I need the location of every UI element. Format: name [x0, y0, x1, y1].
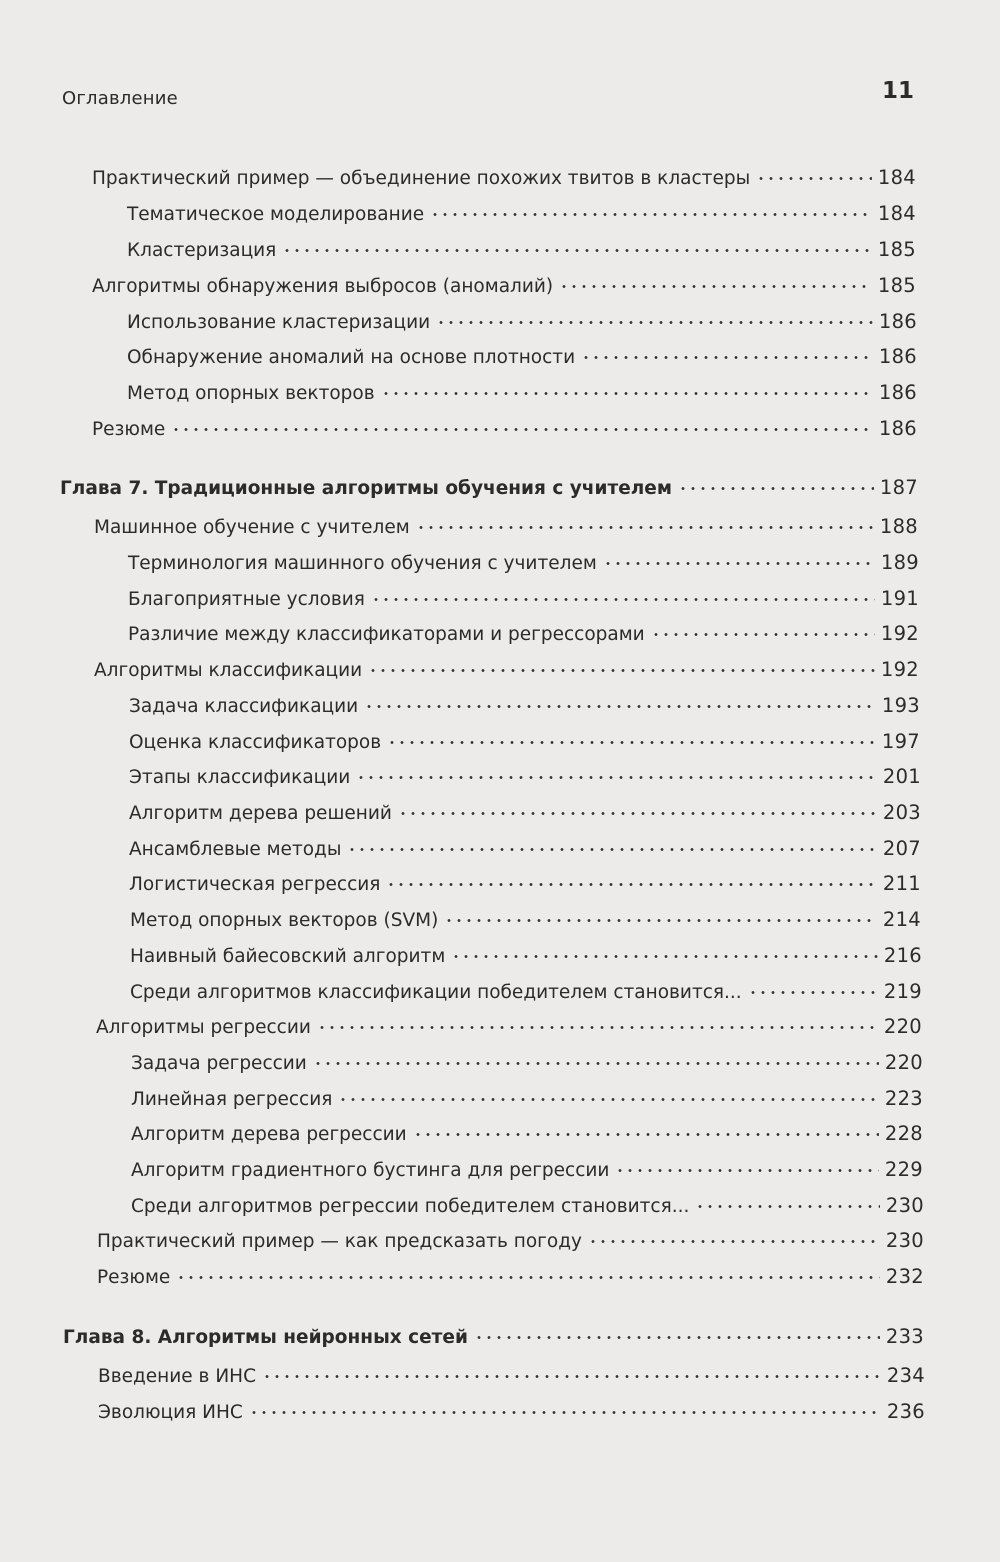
toc-entry — [127, 202, 916, 232]
dot-leader — [651, 633, 875, 636]
toc-chapter — [63, 1325, 924, 1355]
toc-entry-page: 186 — [878, 417, 917, 440]
toc-entry-title: Алгоритм дерева решений — [129, 803, 392, 824]
toc-entry-page: 220 — [883, 1015, 922, 1038]
toc-entry-title: Практический пример — объединение похожих твитов в кластеры — [92, 168, 751, 189]
toc-entry-title: Обнаружение аномалий на основе плотности — [127, 347, 576, 368]
toc-entry-page: 220 — [884, 1051, 923, 1074]
dot-leader — [748, 991, 878, 994]
toc-entry-title: Алгоритм градиентного бустинга для регрессии — [131, 1160, 610, 1181]
toc-entry — [129, 837, 921, 867]
toc-entry-page: 230 — [885, 1194, 924, 1217]
toc-entry-title: Алгоритмы обнаружения выбросов (аномалий) — [92, 276, 554, 297]
toc-entry — [92, 274, 916, 304]
toc-entry-title: Алгоритмы классификации — [94, 660, 363, 681]
toc-entry-title: Алгоритмы регрессии — [96, 1017, 311, 1038]
toc-entry — [127, 310, 917, 340]
toc-entry-page: 230 — [885, 1229, 924, 1252]
toc-entry-title: Среди алгоритмов регрессии победителем становится... — [131, 1196, 690, 1217]
toc-entry-page: 203 — [882, 801, 921, 824]
dot-leader — [249, 1411, 881, 1414]
toc-entry-title: Эволюция ИНС — [98, 1402, 243, 1423]
dot-leader — [387, 741, 876, 744]
chapter-page: 187 — [879, 476, 918, 499]
toc-entry-page: 192 — [880, 622, 919, 645]
toc-entry-title: Линейная регрессия — [131, 1089, 333, 1110]
page-number: 11 — [881, 78, 914, 104]
toc-entry-page: 232 — [885, 1265, 924, 1288]
toc-entry-title: Ансамблевые методы — [129, 839, 342, 860]
toc-entry-page: 193 — [881, 694, 920, 717]
toc-entry-title: Метод опорных векторов (SVM) — [130, 910, 439, 931]
toc-entry — [129, 765, 921, 795]
dot-leader — [386, 883, 876, 886]
toc-entry-page: 214 — [882, 908, 921, 931]
toc-entry-page: 188 — [879, 515, 918, 538]
toc-entry-title: Задача регрессии — [131, 1053, 307, 1074]
dot-leader — [313, 1062, 879, 1065]
dot-leader — [430, 213, 872, 216]
dot-leader — [356, 776, 877, 779]
dot-leader — [364, 705, 876, 708]
toc-entry-title: Практический пример — как предсказать погоду — [97, 1231, 582, 1252]
toc-entry-title: Использование кластеризации — [127, 312, 431, 333]
toc-entry — [130, 980, 922, 1010]
toc-entry-page: 189 — [880, 551, 919, 574]
dot-leader — [588, 1240, 880, 1243]
toc-entry — [131, 1158, 923, 1188]
dot-leader — [695, 1205, 880, 1208]
toc-chapter — [60, 476, 918, 506]
toc-entry — [131, 1194, 924, 1224]
toc-entry — [128, 551, 919, 581]
toc-entry-page: 197 — [881, 730, 920, 753]
toc-entry — [94, 658, 919, 688]
toc-entry-page: 186 — [878, 310, 917, 333]
toc-entry — [128, 622, 919, 652]
toc-entry — [94, 515, 918, 545]
toc-entry-page: 186 — [878, 381, 917, 404]
toc-entry — [98, 1364, 925, 1394]
toc-entry-page: 184 — [877, 202, 916, 225]
toc-entry-title: Резюме — [92, 419, 166, 440]
toc-entry-page: 223 — [884, 1087, 923, 1110]
toc-entry-title: Оценка классификаторов — [129, 732, 382, 753]
toc-entry — [129, 694, 920, 724]
toc-entry — [130, 944, 922, 974]
toc-entry — [127, 345, 917, 375]
dot-leader — [474, 1336, 880, 1339]
dot-leader — [413, 1133, 879, 1136]
dot-leader — [262, 1375, 881, 1378]
dot-leader — [436, 321, 873, 324]
toc-entry-title: Логистическая регрессия — [129, 874, 381, 895]
toc-entry-page: 192 — [880, 658, 919, 681]
chapter-page: 233 — [885, 1325, 924, 1348]
toc-entry-page: 236 — [886, 1400, 925, 1423]
dot-leader — [398, 812, 877, 815]
toc-entry-title: Резюме — [97, 1267, 171, 1288]
dot-leader — [338, 1098, 879, 1101]
toc-entry-page: 185 — [877, 274, 916, 297]
dot-leader — [678, 487, 874, 490]
dot-leader — [368, 669, 875, 672]
toc-entry-page: 207 — [882, 837, 921, 860]
toc-entry-page: 211 — [882, 872, 921, 895]
toc-entry-page: 185 — [877, 238, 916, 261]
toc-entry — [129, 801, 921, 831]
chapter-title: Глава 7. Традиционные алгоритмы обучения с учителем — [60, 478, 672, 499]
toc-entry — [128, 587, 919, 617]
dot-leader — [444, 919, 877, 922]
toc-entry-page: 216 — [883, 944, 922, 967]
toc-entry-title: Этапы классификации — [129, 767, 351, 788]
dot-leader — [282, 249, 872, 252]
toc-entry-page: 201 — [882, 765, 921, 788]
toc-entry — [98, 1400, 925, 1430]
toc-entry-title: Машинное обучение с учителем — [94, 517, 410, 538]
toc-entry-title: Метод опорных векторов — [127, 383, 375, 404]
toc-entry — [127, 381, 917, 411]
toc-entry-title: Тематическое моделирование — [127, 204, 425, 225]
dot-leader — [559, 285, 872, 288]
toc-entry-title: Различие между классификаторами и регрессорами — [128, 624, 645, 645]
toc-entry — [92, 166, 916, 196]
toc-entry — [96, 1015, 922, 1045]
toc-entry-title: Среди алгоритмов классификации победителем становится... — [130, 982, 742, 1003]
toc-entry-title: Терминология машинного обучения с учителем — [128, 553, 597, 574]
toc-entry — [97, 1229, 924, 1259]
toc-entry-title: Кластеризация — [127, 240, 277, 261]
toc-entry — [131, 1087, 923, 1117]
toc-entry-page: 228 — [884, 1122, 923, 1145]
dot-leader — [416, 526, 874, 529]
toc-entry — [131, 1122, 923, 1152]
toc-entry — [129, 872, 921, 902]
toc-entry — [97, 1265, 924, 1295]
dot-leader — [347, 848, 876, 851]
dot-leader — [381, 392, 873, 395]
chapter-title: Глава 8. Алгоритмы нейронных сетей — [63, 1327, 468, 1348]
dot-leader — [756, 177, 872, 180]
dot-leader — [615, 1169, 878, 1172]
toc-entry-title: Алгоритм дерева регрессии — [131, 1124, 407, 1145]
toc-entry — [127, 238, 916, 268]
toc-entry — [92, 417, 917, 447]
toc-entry-page: 191 — [880, 587, 919, 610]
toc-entry-page: 229 — [884, 1158, 923, 1181]
dot-leader — [603, 562, 875, 565]
dot-leader — [171, 428, 873, 431]
running-title: Оглавление — [62, 88, 178, 109]
dot-leader — [176, 1276, 880, 1279]
toc-entry-title: Задача классификации — [129, 696, 359, 717]
toc-entry-title: Благоприятные условия — [128, 589, 365, 610]
toc-entry-page: 234 — [886, 1364, 925, 1387]
dot-leader — [371, 598, 875, 601]
toc-entry-title: Наивный байесовский алгоритм — [130, 946, 446, 967]
toc-entry — [131, 1051, 923, 1081]
toc-entry-page: 186 — [878, 345, 917, 368]
toc-entry-title: Введение в ИНС — [98, 1366, 256, 1387]
dot-leader — [317, 1026, 878, 1029]
toc-entry-page: 219 — [883, 980, 922, 1003]
toc-entry-page: 184 — [877, 166, 916, 189]
dot-leader — [451, 955, 878, 958]
dot-leader — [581, 356, 873, 359]
toc-entry — [129, 730, 920, 760]
toc-entry — [130, 908, 921, 938]
